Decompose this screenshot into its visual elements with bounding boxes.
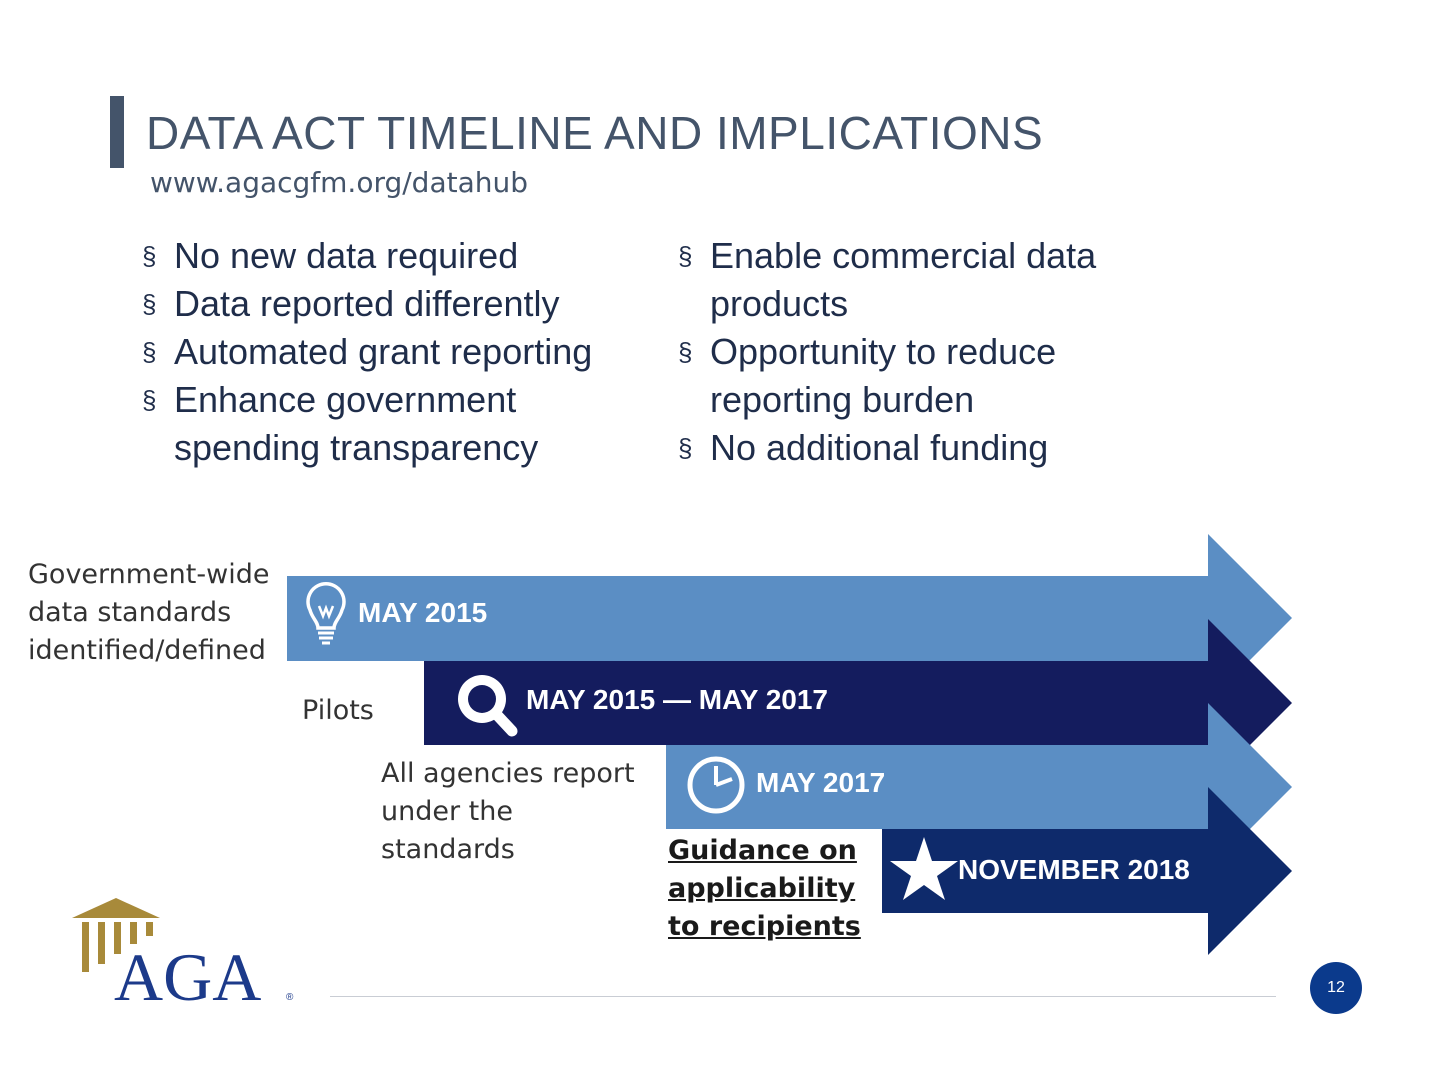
logo-column [82, 922, 89, 972]
bullet-marker-icon: § [678, 241, 693, 271]
timeline-date-4: NOVEMBER 2018 [958, 854, 1190, 885]
timeline-label-report: All agencies report under the standards [381, 758, 635, 865]
timeline-label-standards: Government-wide data standards identified/defined [28, 559, 270, 666]
logo-text: AGA [114, 939, 262, 1008]
page-number-badge: 12 [1310, 962, 1362, 1014]
timeline-date-2: MAY 2015 — MAY 2017 [526, 684, 828, 715]
bullet-marker-icon: § [142, 385, 157, 415]
timeline-label-pilots: Pilots [302, 695, 374, 726]
timeline-label-guidance[interactable]: Guidance on applicability to recipients [668, 835, 861, 942]
bullet-marker-icon: § [142, 241, 157, 271]
bullet-marker-icon: § [142, 289, 157, 319]
bullet-text: Enable commercial data products [710, 235, 1097, 324]
bullet-marker-icon: § [142, 337, 157, 367]
bullet-marker-icon: § [678, 433, 693, 463]
logo-column [146, 922, 153, 936]
bullet-text: Opportunity to reduce reporting burden [710, 331, 1057, 420]
timeline-date-1: MAY 2015 [358, 597, 488, 628]
logo-column [98, 922, 105, 964]
logo-pediment [72, 898, 160, 918]
footer-divider [330, 996, 1276, 997]
timeline-date-3: MAY 2017 [756, 767, 886, 798]
page-subtitle-url: www.agacgfm.org/datahub [150, 166, 529, 199]
bullet-text: Automated grant reporting [174, 331, 593, 372]
bullet-text: Data reported differently [174, 283, 560, 324]
bullet-marker-icon: § [678, 337, 693, 367]
bullet-text: No additional funding [710, 427, 1049, 468]
aga-logo [70, 892, 310, 1008]
page-title: DATA ACT TIMELINE AND IMPLICATIONS [146, 107, 1044, 159]
logo-registered-mark: ® [286, 992, 294, 1003]
bullet-text: No new data required [174, 235, 519, 276]
bullet-text: Enhance government spending transparency [174, 379, 539, 468]
